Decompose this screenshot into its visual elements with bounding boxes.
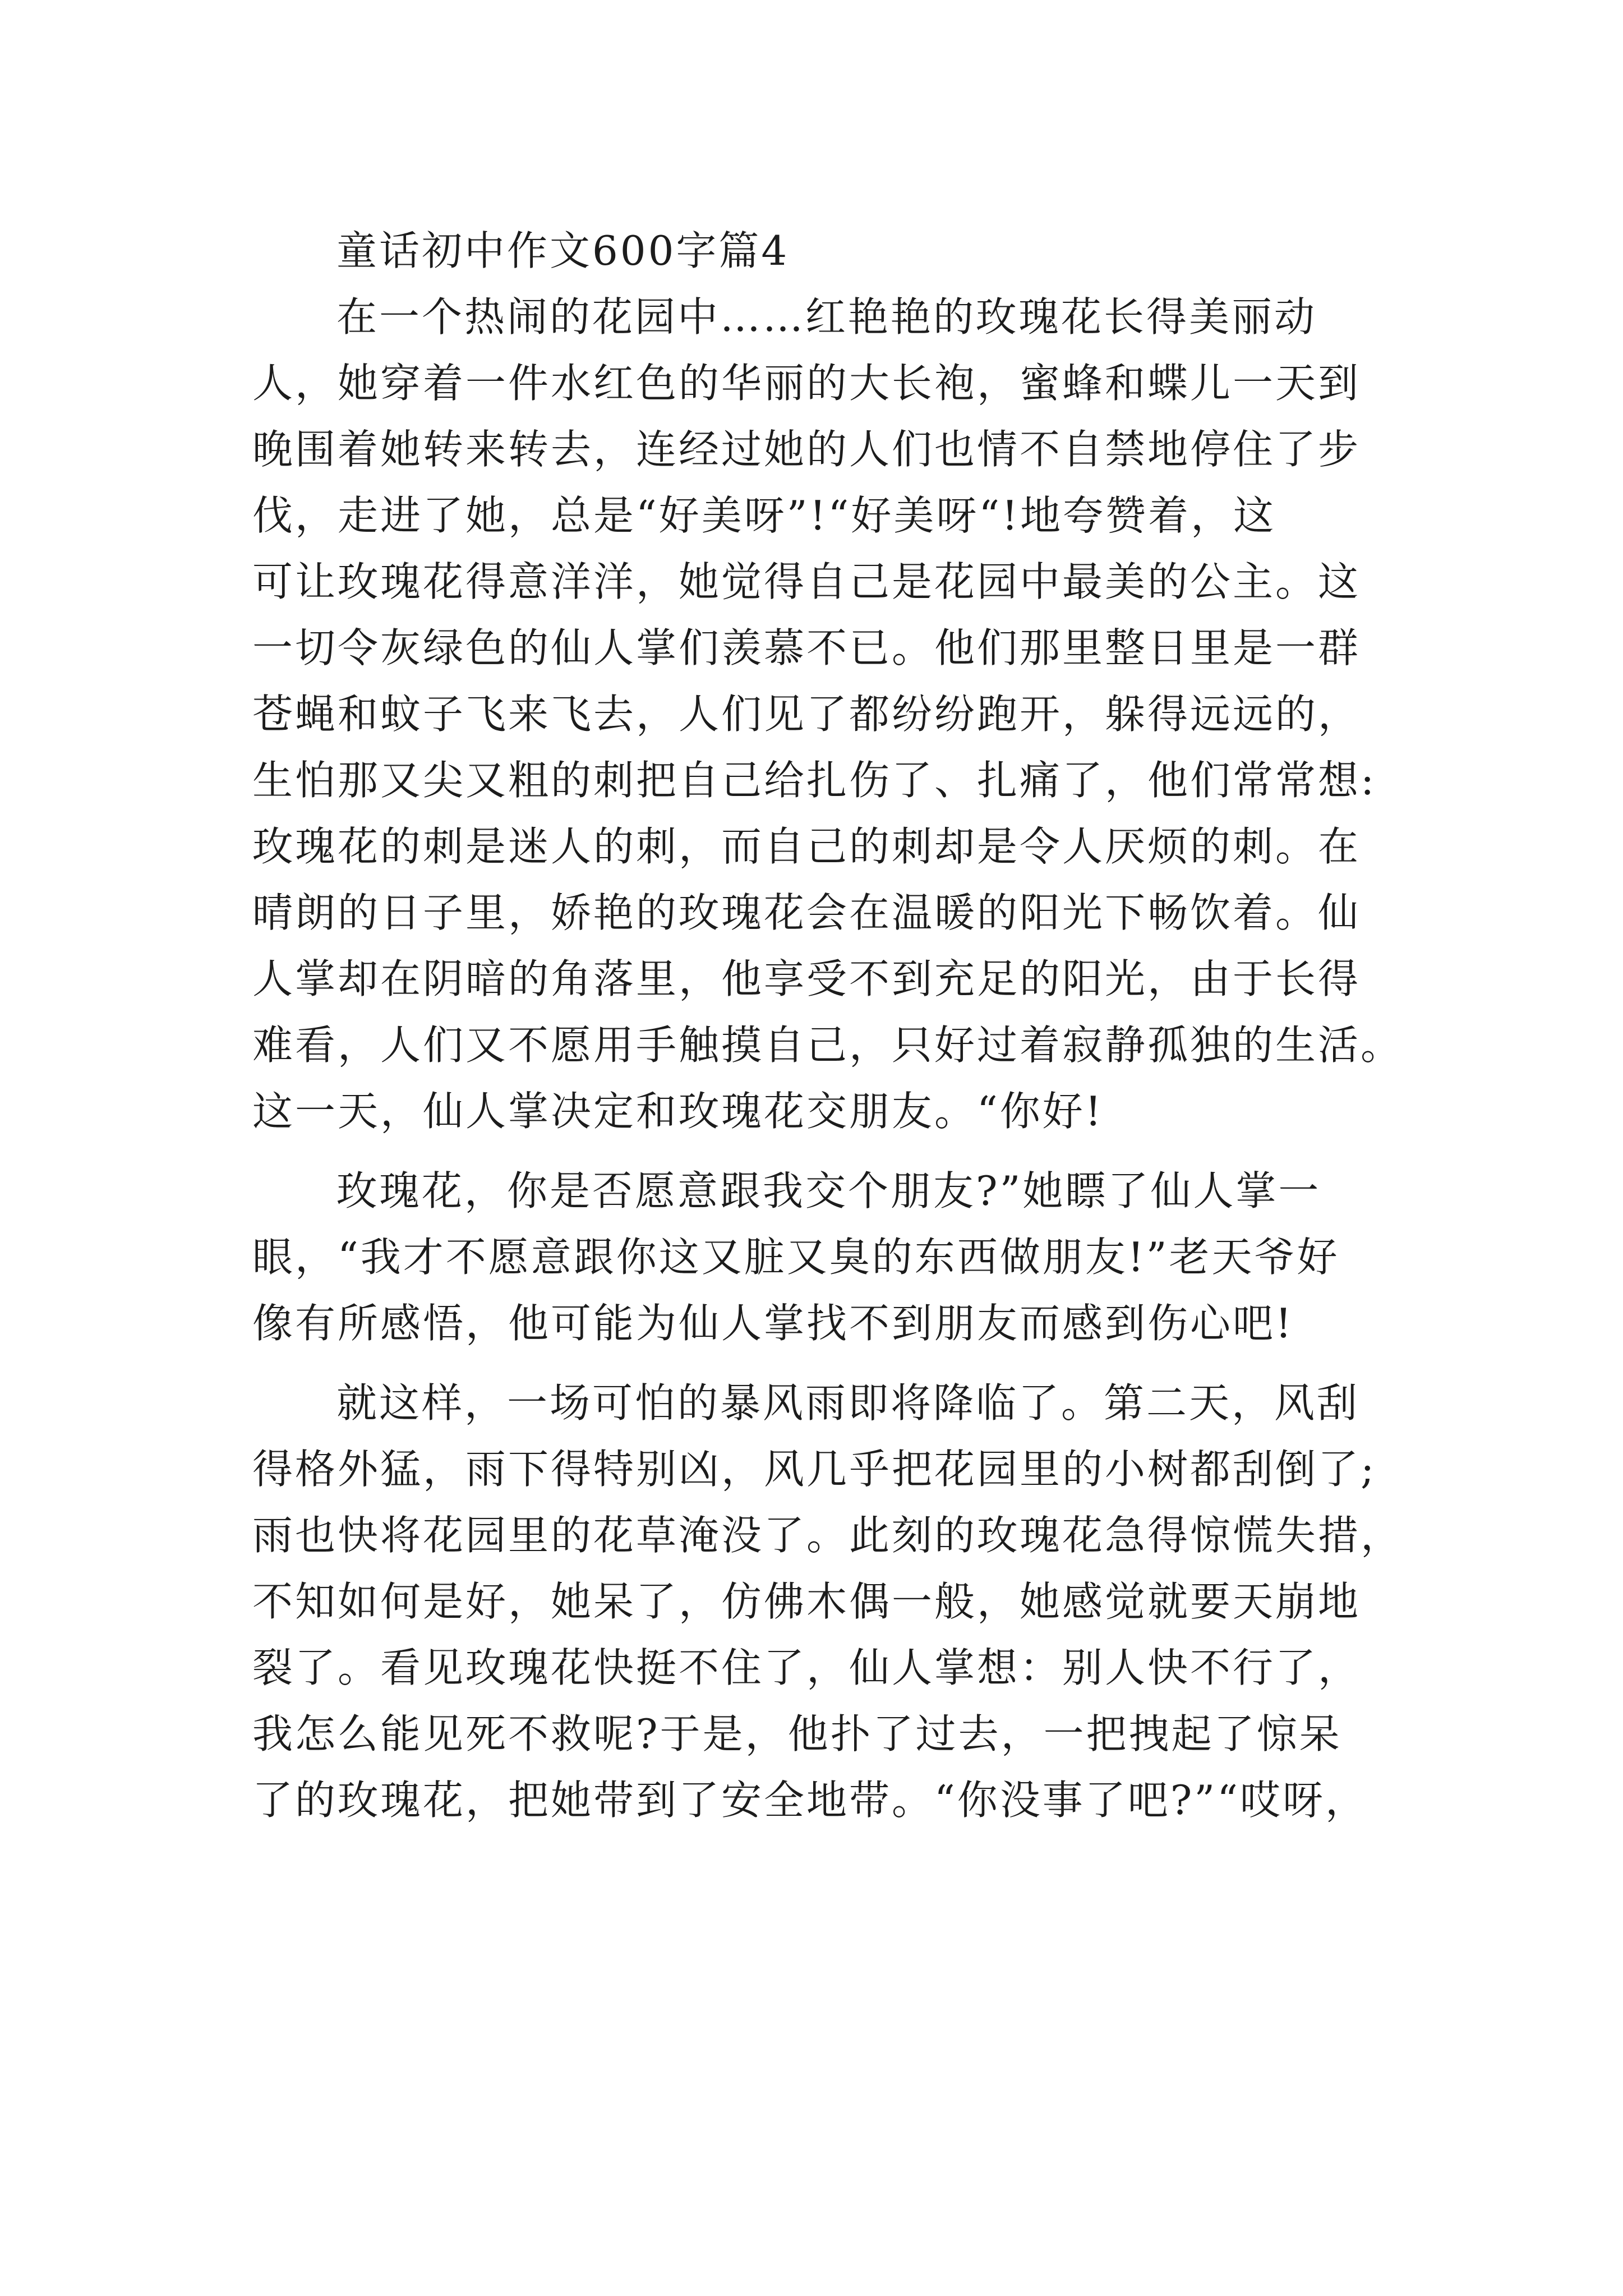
paragraph-3-line-7: 了的玫瑰花，把她带到了安全地带。“你没事了吧?”“哎呀， (252, 1777, 1368, 1824)
paragraph-3-line-3: 雨也快将花园里的花草淹没了。此刻的玫瑰花急得惊慌失措， (252, 1512, 1404, 1559)
paragraph-1-line-6: 一切令灰绿色的仙人掌们羡慕不已。他们那里整日里是一群 (252, 624, 1361, 671)
paragraph-3-line-2: 得格外猛，雨下得特别凶，风几乎把花园里的小树都刮倒了; (252, 1446, 1377, 1493)
paragraph-2-line-2: 眼，“我才不愿意跟你这又脏又臭的东西做朋友!”老天爷好 (252, 1234, 1340, 1281)
paragraph-1-line-10: 晴朗的日子里，娇艳的玫瑰花会在温暖的阳光下畅饮着。仙 (252, 889, 1361, 936)
paragraph-1-line-8: 生怕那又尖又粗的刺把自己给扎伤了、扎痛了，他们常常想: (252, 757, 1377, 804)
paragraph-3-line-1: 就这样，一场可怕的暴风雨即将降临了。第二天，风刮 (336, 1379, 1360, 1427)
paragraph-1-line-7: 苍蝇和蚊子飞来飞去，人们见了都纷纷跑开，躲得远远的， (252, 691, 1361, 738)
paragraph-3-line-5: 裂了。看见玫瑰花快挺不住了，仙人掌想：别人快不行了， (252, 1644, 1361, 1691)
paragraph-1-line-4: 伐，走进了她，总是“好美呀”!“好美呀“!地夸赞着，这 (252, 492, 1276, 539)
paragraph-1-line-1: 在一个热闹的花园中……红艳艳的玫瑰花长得美丽动 (336, 293, 1317, 341)
paragraph-1-line-3: 晚围着她转来转去，连经过她的人们也情不自禁地停住了步 (252, 426, 1361, 473)
paragraph-3-line-6: 我怎么能见死不救呢?于是，他扑了过去，一把拽起了惊呆 (252, 1710, 1342, 1757)
paragraph-1-line-5: 可让玫瑰花得意洋洋，她觉得自己是花园中最美的公主。这 (252, 558, 1361, 605)
paragraph-1-line-12: 难看，人们又不愿用手触摸自己，只好过着寂静孤独的生活。 (252, 1022, 1404, 1069)
paragraph-1-line-13: 这一天，仙人掌决定和玫瑰花交朋友。“你好! (252, 1088, 1104, 1135)
paragraph-1-line-11: 人掌却在阴暗的角落里，他享受不到充足的阳光，由于长得 (252, 955, 1361, 1002)
paragraph-1-line-2: 人，她穿着一件水红色的华丽的大长袍，蜜蜂和蝶儿一天到 (252, 360, 1361, 407)
paragraph-2-line-1: 玫瑰花，你是否愿意跟我交个朋友?”她瞟了仙人掌一 (336, 1167, 1321, 1214)
essay-title: 童话初中作文600字篇4 (336, 227, 790, 274)
paragraph-2-line-3: 像有所感悟，他可能为仙人掌找不到朋友而感到伤心吧! (252, 1300, 1294, 1347)
paragraph-1-line-9: 玫瑰花的刺是迷人的刺，而自己的刺却是令人厌烦的刺。在 (252, 823, 1361, 870)
essay-body (252, 218, 1402, 1833)
paragraph-3-line-4: 不知如何是好，她呆了，仿佛木偶一般，她感觉就要天崩地 (252, 1578, 1361, 1625)
